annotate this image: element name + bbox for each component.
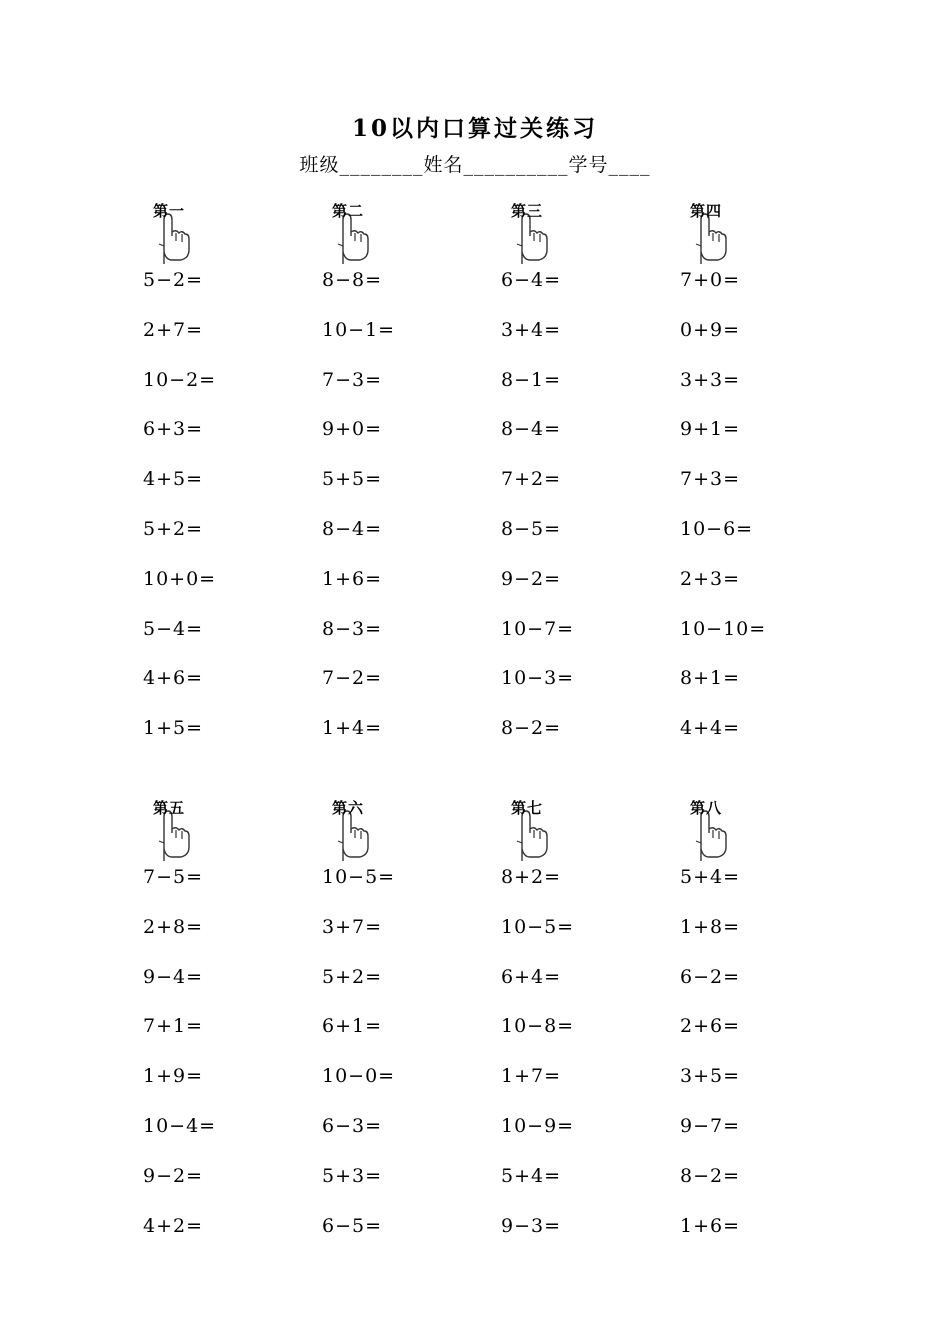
arithmetic-problem: 10−3= — [501, 667, 575, 690]
arithmetic-problem: 9−4= — [143, 965, 204, 988]
arithmetic-problem: 6−2= — [680, 965, 741, 988]
student-info-line: 班级________姓名__________学号____ — [299, 154, 651, 176]
arithmetic-problem: 6−5= — [322, 1214, 383, 1237]
arithmetic-problem: 10−10= — [680, 617, 767, 640]
arithmetic-problem: 10−7= — [501, 617, 575, 640]
arithmetic-problem: 8−5= — [501, 517, 562, 540]
group-label: 第四 — [690, 202, 723, 220]
exercise-group — [143, 200, 313, 768]
arithmetic-problem: 10−2= — [143, 368, 217, 391]
arithmetic-problem: 5+3= — [322, 1164, 383, 1187]
exercise-group — [322, 200, 492, 768]
exercise-group — [680, 797, 850, 1265]
group-label: 第一 — [153, 202, 186, 220]
arithmetic-problem: 10−5= — [322, 866, 396, 888]
exercise-group — [501, 200, 671, 768]
group-header — [501, 797, 671, 867]
arithmetic-problem: 1+8= — [680, 915, 741, 938]
arithmetic-problem: 5+4= — [680, 866, 741, 888]
group-label: 第五 — [153, 799, 186, 817]
arithmetic-problem: 5+2= — [143, 517, 204, 540]
arithmetic-problem: 5+2= — [322, 965, 383, 988]
arithmetic-problem: 7−3= — [322, 368, 383, 391]
group-label: 第七 — [511, 799, 544, 817]
arithmetic-problem: 2+7= — [143, 318, 204, 341]
arithmetic-problem: 10+0= — [143, 567, 217, 590]
arithmetic-problem: 1+6= — [680, 1214, 741, 1237]
arithmetic-problem: 6+1= — [322, 1015, 383, 1038]
arithmetic-problem: 5+5= — [322, 468, 383, 491]
arithmetic-problem: 2+6= — [680, 1015, 741, 1038]
group-header — [680, 200, 850, 270]
arithmetic-problem: 5−4= — [143, 617, 204, 640]
arithmetic-problem: 10−0= — [322, 1065, 396, 1088]
arithmetic-problem: 8−2= — [501, 717, 562, 740]
exercise-group — [501, 797, 671, 1265]
arithmetic-problem: 10−6= — [680, 517, 754, 540]
arithmetic-problem: 3+7= — [322, 915, 383, 938]
arithmetic-problem: 2+3= — [680, 567, 741, 590]
arithmetic-problem: 8−2= — [680, 1164, 741, 1187]
arithmetic-problem: 3+4= — [501, 318, 562, 341]
arithmetic-problem: 10−9= — [501, 1114, 575, 1137]
arithmetic-problem: 9+1= — [680, 418, 741, 441]
arithmetic-problem: 8−8= — [322, 269, 383, 291]
arithmetic-problem: 5−2= — [143, 269, 204, 291]
group-label: 第六 — [332, 799, 365, 817]
arithmetic-problem: 8+2= — [501, 866, 562, 888]
arithmetic-problem: 10−1= — [322, 318, 396, 341]
arithmetic-problem: 1+9= — [143, 1065, 204, 1088]
arithmetic-problem: 6+3= — [143, 418, 204, 441]
arithmetic-problem: 6−3= — [322, 1114, 383, 1137]
arithmetic-problem: 4+4= — [680, 717, 741, 740]
arithmetic-problem: 1+7= — [501, 1065, 562, 1088]
arithmetic-problem: 3+3= — [680, 368, 741, 391]
group-label: 第三 — [511, 202, 544, 220]
group-header — [680, 797, 850, 867]
arithmetic-problem: 8−4= — [501, 418, 562, 441]
arithmetic-problem: 4+5= — [143, 468, 204, 491]
arithmetic-problem: 9+0= — [322, 418, 383, 441]
group-label: 第八 — [690, 799, 723, 817]
arithmetic-problem: 9−2= — [501, 567, 562, 590]
group-label: 第二 — [332, 202, 365, 220]
arithmetic-problem: 6+4= — [501, 965, 562, 988]
arithmetic-problem: 4+6= — [143, 667, 204, 690]
arithmetic-problem: 1+6= — [322, 567, 383, 590]
arithmetic-problem: 8−4= — [322, 517, 383, 540]
arithmetic-problem: 8−1= — [501, 368, 562, 391]
arithmetic-problem: 7+3= — [680, 468, 741, 491]
arithmetic-problem: 9−7= — [680, 1114, 741, 1137]
arithmetic-problem: 7+2= — [501, 468, 562, 491]
group-header — [501, 200, 671, 270]
arithmetic-problem: 4+2= — [143, 1214, 204, 1237]
arithmetic-problem: 10−5= — [501, 915, 575, 938]
arithmetic-problem: 6−4= — [501, 269, 562, 291]
arithmetic-problem: 9−3= — [501, 1214, 562, 1237]
arithmetic-problem: 10−4= — [143, 1114, 217, 1137]
arithmetic-problem: 8−3= — [322, 617, 383, 640]
group-header — [143, 200, 313, 270]
arithmetic-problem: 9−2= — [143, 1164, 204, 1187]
group-header — [143, 797, 313, 867]
group-header — [322, 797, 492, 867]
arithmetic-problem: 1+4= — [322, 717, 383, 740]
arithmetic-problem: 7+0= — [680, 269, 741, 291]
arithmetic-problem: 1+5= — [143, 717, 204, 740]
exercise-group — [143, 797, 313, 1265]
worksheet-title: 10以内口算过关练习 — [351, 115, 598, 142]
arithmetic-problem: 2+8= — [143, 915, 204, 938]
arithmetic-problem: 7−5= — [143, 866, 204, 888]
exercise-group — [322, 797, 492, 1265]
arithmetic-problem: 8+1= — [680, 667, 741, 690]
arithmetic-problem: 5+4= — [501, 1164, 562, 1187]
arithmetic-problem: 3+5= — [680, 1065, 741, 1088]
arithmetic-problem: 10−8= — [501, 1015, 575, 1038]
arithmetic-problem: 7−2= — [322, 667, 383, 690]
arithmetic-problem: 0+9= — [680, 318, 741, 341]
group-header — [322, 200, 492, 270]
exercise-group — [680, 200, 850, 768]
arithmetic-problem: 7+1= — [143, 1015, 204, 1038]
